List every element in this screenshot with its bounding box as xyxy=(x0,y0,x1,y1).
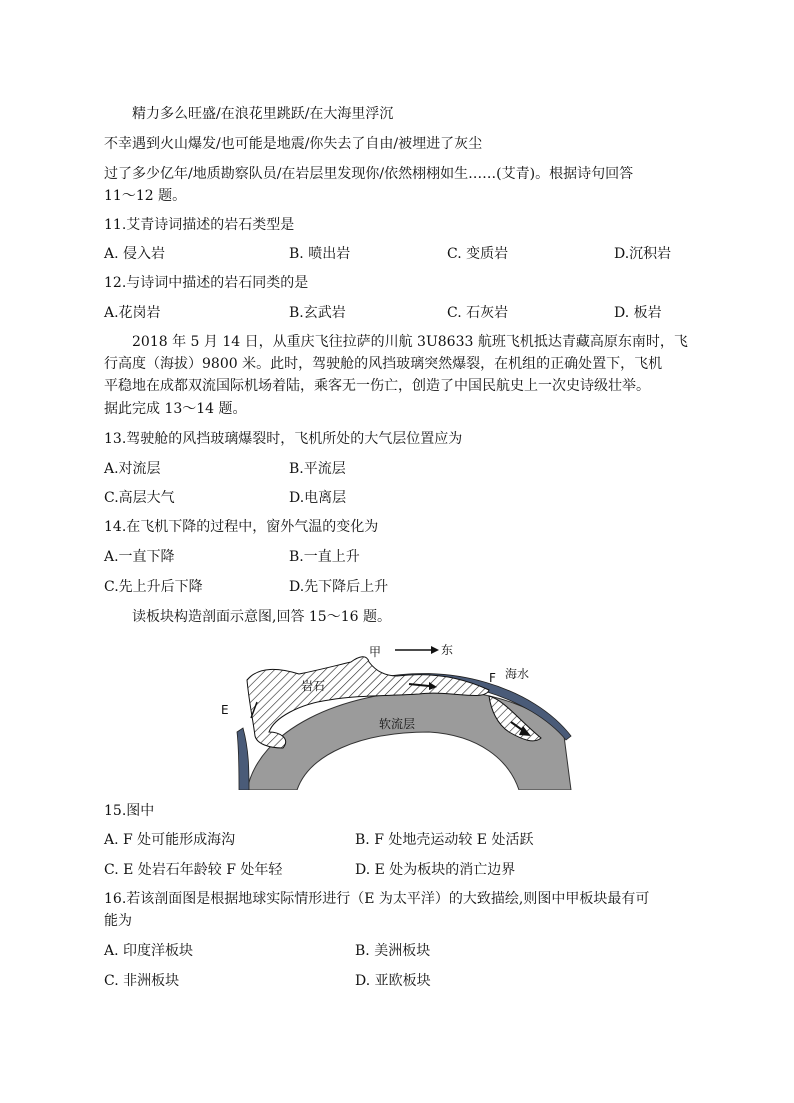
figure-intro: 读板块构造剖面示意图,回答 15～16 题。 xyxy=(132,609,391,625)
poem-line-3: 过了多少亿年/地质勘察队员/在岩层里发现你/依然栩栩如生……(艾青)。根据诗句回答 xyxy=(104,166,634,182)
question-11-option-a[interactable]: A. 侵入岩 xyxy=(104,246,166,262)
poem-line-4: 11～12 题。 xyxy=(104,188,187,204)
question-15-option-b[interactable]: B. F 处地壳运动较 E 处活跃 xyxy=(355,832,534,848)
question-11-option-c[interactable]: C. 变质岩 xyxy=(447,246,509,262)
label-seawater: 海水 xyxy=(505,667,530,681)
question-13-option-b[interactable]: B.平流层 xyxy=(289,461,346,477)
question-14-option-a[interactable]: A.一直下降 xyxy=(104,549,175,565)
plate-section-svg xyxy=(219,640,579,790)
label-rock: 岩石 xyxy=(301,679,326,693)
question-16-option-a[interactable]: A. 印度洋板块 xyxy=(104,943,194,959)
question-15-option-c[interactable]: C. E 处岩石年龄较 F 处年轻 xyxy=(104,862,283,878)
question-12-option-d[interactable]: D. 板岩 xyxy=(614,305,662,321)
question-16-stem-line-1: 16.若该剖面图是根据地球实际情形进行（E 为太平洋）的大致描绘,则图中甲板块最有可 xyxy=(104,891,650,907)
question-16-option-b[interactable]: B. 美洲板块 xyxy=(355,943,431,959)
question-13-option-a[interactable]: A.对流层 xyxy=(104,461,161,477)
question-16-stem-line-2: 能为 xyxy=(104,913,132,929)
label-jia: 甲 xyxy=(369,645,382,659)
question-12-option-a[interactable]: A.花岗岩 xyxy=(104,305,161,321)
question-11-option-b[interactable]: B. 喷出岩 xyxy=(289,246,351,262)
question-16-option-d[interactable]: D. 亚欧板块 xyxy=(355,973,431,989)
passage-line-3: 平稳地在成都双流国际机场着陆，乘客无一伤亡，创造了中国民航史上一次史诗级壮举。 xyxy=(104,378,650,394)
passage-line-1: 2018 年 5 月 14 日，从重庆飞往拉萨的川航 3U8633 航班飞机抵达青藏高原东南时，飞 xyxy=(132,334,688,350)
question-15-option-d[interactable]: D. E 处为板块的消亡边界 xyxy=(355,862,516,878)
passage-line-4: 据此完成 13～14 题。 xyxy=(104,401,247,417)
question-12-option-b[interactable]: B.玄武岩 xyxy=(289,305,346,321)
poem-line-1: 精力多么旺盛/在浪花里跳跃/在大海里浮沉 xyxy=(132,106,394,122)
question-14-option-b[interactable]: B.一直上升 xyxy=(289,549,360,565)
question-12-stem: 12.与诗词中描述的岩石同类的是 xyxy=(104,275,309,291)
ocean-plate-left xyxy=(237,728,249,790)
question-11-stem: 11.艾青诗词描述的岩石类型是 xyxy=(104,217,295,233)
plate-section-figure xyxy=(219,640,579,790)
label-asthenosphere: 软流层 xyxy=(379,717,416,731)
label-F: F xyxy=(489,671,496,685)
question-11-option-d[interactable]: D.沉积岩 xyxy=(614,246,672,262)
passage-line-2: 行高度（海拔）9800 米。此时，驾驶舱的风挡玻璃突然爆裂，在机组的正确处置下，飞机 xyxy=(104,356,663,372)
label-E: E xyxy=(221,703,229,717)
question-14-option-c[interactable]: C.先上升后下降 xyxy=(104,579,203,595)
question-14-option-d[interactable]: D.先下降后上升 xyxy=(289,579,389,595)
question-13-stem: 13.驾驶舱的风挡玻璃爆裂时，飞机所处的大气层位置应为 xyxy=(104,431,463,447)
label-east: 东 xyxy=(441,643,454,657)
east-arrowhead xyxy=(431,646,439,654)
question-14-stem: 14.在飞机下降的过程中，窗外气温的变化为 xyxy=(104,519,379,535)
question-13-option-c[interactable]: C.高层大气 xyxy=(104,490,175,506)
question-15-option-a[interactable]: A. F 处可能形成海沟 xyxy=(104,832,236,848)
question-13-option-d[interactable]: D.电离层 xyxy=(289,490,347,506)
question-16-option-c[interactable]: C. 非洲板块 xyxy=(104,973,180,989)
poem-line-2: 不幸遇到火山爆发/也可能是地震/你失去了自由/被埋进了灰尘 xyxy=(104,136,483,152)
question-15-stem: 15.图中 xyxy=(104,803,155,819)
question-12-option-c[interactable]: C. 石灰岩 xyxy=(447,305,509,321)
